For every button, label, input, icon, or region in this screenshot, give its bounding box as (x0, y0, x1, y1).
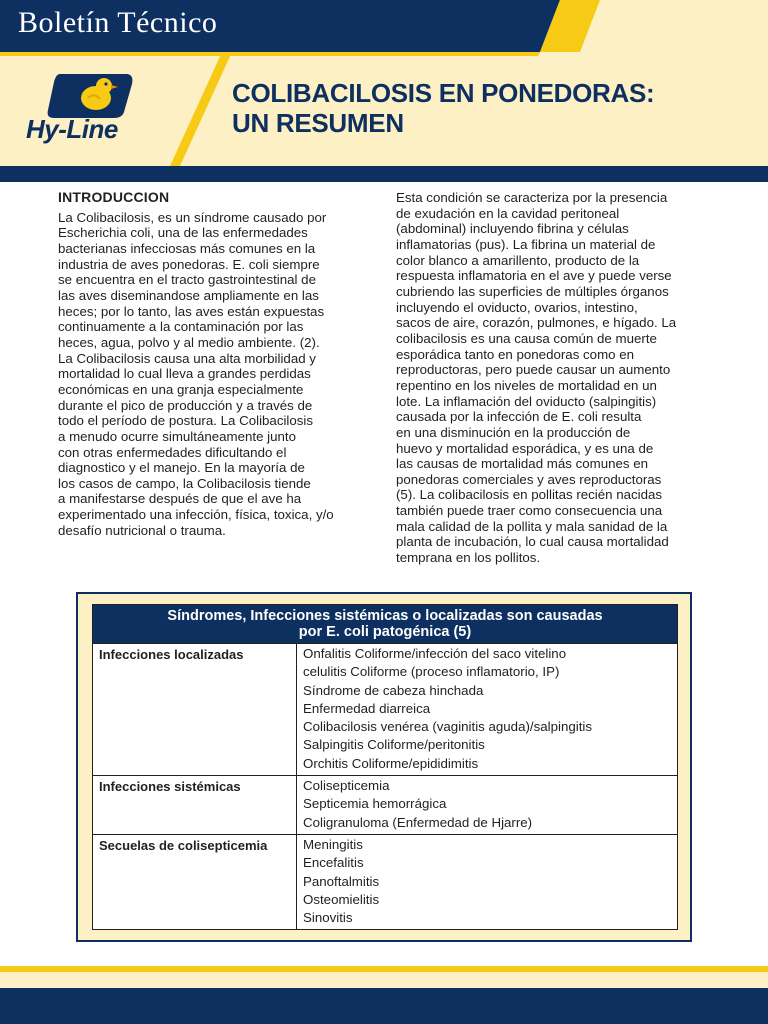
list-item: Panoftalmitis (303, 873, 380, 889)
table-header (93, 605, 678, 644)
list-item: Colisepticemia (303, 778, 390, 794)
list-item: Salpingitis Coliforme/peritonitis (303, 737, 485, 753)
list-item: Septicemia hemorrágica (303, 796, 447, 812)
list-item: Meningitis (303, 836, 363, 852)
left-column (58, 190, 356, 538)
list-item: Onfalitis Coliforme/infección del saco vitelino (303, 646, 567, 661)
row-items (297, 834, 678, 929)
list-item: Colibacilosis venérea (vaginitis aguda)/salpingitis (303, 719, 592, 735)
list-item: Osteomielitis (303, 891, 380, 907)
header-rule (0, 166, 768, 182)
table-row (93, 644, 678, 776)
row-category: Infecciones sistémicas (93, 776, 297, 835)
condition-paragraph: Esta condición se caracteriza por la presencia de exudación en la cavidad peritoneal (abdominal) incluyendo fibrina y células inflamatorias (pus). La fibrina un material de color blanco a amarillento, producto de la respuesta inflamatoria en el ave y puede verse cubriendo las superficies de múltiples órganos incluyendo el oviducto, ovarios, intestino, sacos de aire, corazón, pulmones, e hígado. La colibacilosis es una causa común de muerte esporádica tanto en ponedoras como en reproductoras, pero puede causar un aumento repentino en los niveles de mortalidad en un lote. La inflamación del oviducto (salpingitis) causada por la infección de E. coli resulta en una disminución en la producción de huevo y mortalidad esporádica, y es una de las causas de mortalidad más comunes en ponedoras comerciales y aves reproductoras (5). La colibacilosis en pollitas recién nacidas también puede traer como consecuencia una mala calidad de la pollita y mala sanidad de la planta de incubación, lo cual causa mortalidad temprana en los pollitos. (396, 190, 677, 566)
list-item: celulitis Coliforme (proceso inflamatorio, IP) (303, 664, 560, 680)
footer-cream-stripe (0, 972, 768, 988)
page-title-line1: COLIBACILOSIS EN PONEDORAS: (232, 78, 655, 108)
page-title-line2: UN RESUMEN (232, 108, 404, 138)
list-item: Sinovitis (303, 910, 353, 926)
row-category: Secuelas de colisepticemia (93, 834, 297, 929)
right-column (396, 190, 716, 566)
syndromes-table (92, 604, 678, 930)
footer-navy-band (0, 988, 768, 1024)
brand-title: Boletín Técnico (18, 6, 218, 39)
header (0, 0, 768, 182)
row-items (297, 644, 678, 776)
intro-paragraph: La Colibacilosis, es un síndrome causado por Escherichia coli, una de las enfermedades bacterianas infecciosas más comunes en la industria de aves ponedoras. E. coli siempre se encuentra en el tracto gastrointestinal de las aves diseminandose ampliamente en las heces; por lo tanto, las aves están expuestas continuamente a la contaminación por las heces, agua, polvo y al medio ambiente. (2). La Colibacilosis causa una alta morbilidad y mortalidad lo cual lleva a grandes perdidas económicas en una granja especialmente durante el pico de producción y a través de todo el período de postura. La Colibacilosis a menudo ocurre simultáneamente junto con otras enfermedades dificultando el diagnostico y el manejo. En la mayoría de los casos de campo, la Colibacilosis tiende a manifestarse después de que el ave ha experimentado una infección, física, toxica, y/o desafío nutricional o trauma. (58, 209, 334, 538)
row-items (297, 776, 678, 835)
list-item: Encefalitis (303, 855, 364, 871)
list-item: Síndrome de cabeza hinchada (303, 682, 484, 698)
list-item: Enfermedad diarreica (303, 700, 431, 716)
table-row (93, 776, 678, 835)
list-item: Orchitis Coliforme/epididimitis (303, 755, 479, 771)
table-title-line1: Síndromes, Infecciones sistémicas o localizadas son causadas (167, 608, 603, 624)
table-title-line2: por E. coli patogénica (5) (298, 624, 472, 640)
syndromes-table-box (76, 592, 692, 942)
row-category: Infecciones localizadas (93, 644, 297, 776)
list-item: Coligranuloma (Enfermedad de Hjarre) (303, 814, 533, 830)
table-row (93, 834, 678, 929)
section-heading: INTRODUCCION (58, 189, 170, 205)
logo-text: Hy-Line (26, 114, 118, 144)
